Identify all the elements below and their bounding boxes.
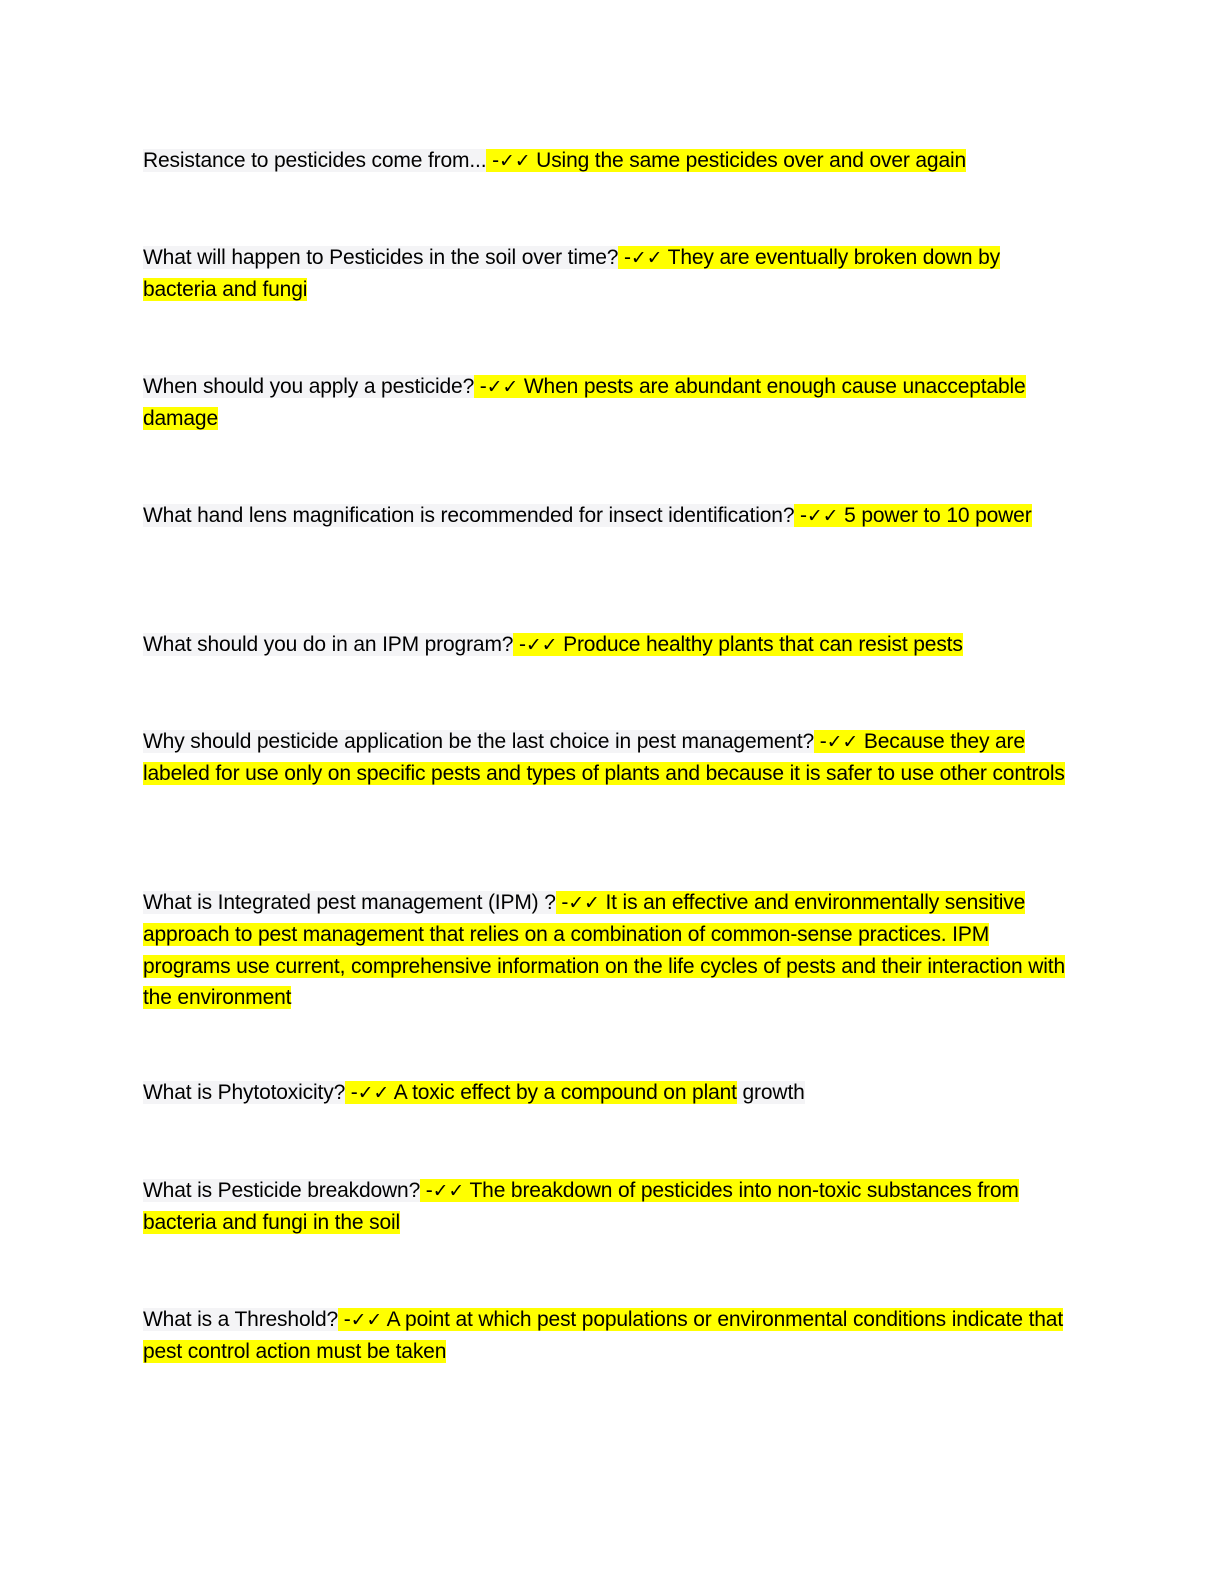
answer-text: The breakdown of pesticides into non-toxic substances from bacteria and fungi in the soil	[143, 1179, 1019, 1235]
answer-text: A point at which pest populations or environmental conditions indicate that pest control action must be taken	[143, 1308, 1063, 1364]
double-check-icon: ✓✓	[826, 731, 859, 753]
question-text: What is Integrated pest management (IPM) ?	[143, 891, 556, 914]
answer-text: Because they are labeled for use only on specific pests and types of plants and because it is safer to use other controls	[143, 730, 1065, 786]
qa-item	[143, 242, 1073, 306]
answer-separator: -	[618, 246, 631, 269]
qa-item	[143, 1175, 1073, 1239]
answer-separator: -	[513, 633, 526, 656]
question-text: What hand lens magnification is recommended for insect identification?	[143, 504, 795, 527]
answer-tail-text: growth	[736, 1081, 805, 1104]
answer-text: When pests are abundant enough cause unacceptable damage	[143, 375, 1026, 431]
answer-separator: -	[420, 1179, 433, 1202]
answer-highlight	[794, 504, 1031, 527]
question-text: Why should pesticide application be the last choice in pest management?	[143, 730, 815, 753]
answer-text: Using the same pesticides over and over again	[530, 149, 967, 172]
question-text: What is Phytotoxicity?	[143, 1081, 346, 1104]
double-check-icon: ✓✓	[357, 1082, 390, 1104]
answer-text: It is an effective and environmentally sensitive approach to pest management that relies on a combination of common-sense practices. IPM programs use current, comprehensive information on the life cycles of pests and their interaction with the environment	[143, 891, 1065, 1010]
question-text: When should you apply a pesticide?	[143, 375, 475, 398]
answer-separator: -	[345, 1081, 358, 1104]
qa-item	[143, 1304, 1073, 1368]
answer-separator: -	[474, 375, 487, 398]
qa-item	[143, 726, 1073, 790]
question-text: What should you do in an IPM program?	[143, 633, 514, 656]
qa-item	[143, 500, 1073, 532]
qa-item	[143, 371, 1073, 435]
double-check-icon: ✓✓	[525, 634, 558, 656]
answer-separator: -	[555, 891, 569, 914]
answer-highlight	[345, 1081, 737, 1104]
double-check-icon: ✓✓	[486, 376, 519, 398]
double-check-icon: ✓✓	[806, 505, 839, 527]
answer-text: A toxic effect by a compound on plant	[389, 1081, 737, 1104]
answer-text: They are eventually broken down by bacteria and fungi	[143, 246, 1000, 302]
answer-separator: -	[486, 149, 499, 172]
answer-text: Produce healthy plants that can resist pests	[557, 633, 963, 656]
question-text: Resistance to pesticides come from...	[143, 149, 487, 172]
double-check-icon: ✓✓	[630, 247, 663, 269]
answer-highlight	[486, 149, 966, 172]
double-check-icon: ✓✓	[432, 1180, 465, 1202]
answer-highlight	[513, 633, 962, 656]
qa-item	[143, 145, 1073, 177]
double-check-icon: ✓✓	[350, 1309, 383, 1331]
answer-separator: -	[814, 730, 827, 753]
answer-separator: -	[338, 1308, 351, 1331]
question-text: What is a Threshold?	[143, 1308, 339, 1331]
question-text: What is Pesticide breakdown?	[143, 1179, 421, 1202]
qa-item	[143, 1077, 1073, 1109]
answer-text: 5 power to 10 power	[838, 504, 1032, 527]
qa-item	[143, 887, 1073, 1014]
question-text: What will happen to Pesticides in the soil over time?	[143, 246, 619, 269]
qa-item	[143, 629, 1073, 661]
answer-separator: -	[794, 504, 807, 527]
double-check-icon: ✓✓	[498, 150, 531, 172]
double-check-icon: ✓✓	[568, 892, 600, 914]
